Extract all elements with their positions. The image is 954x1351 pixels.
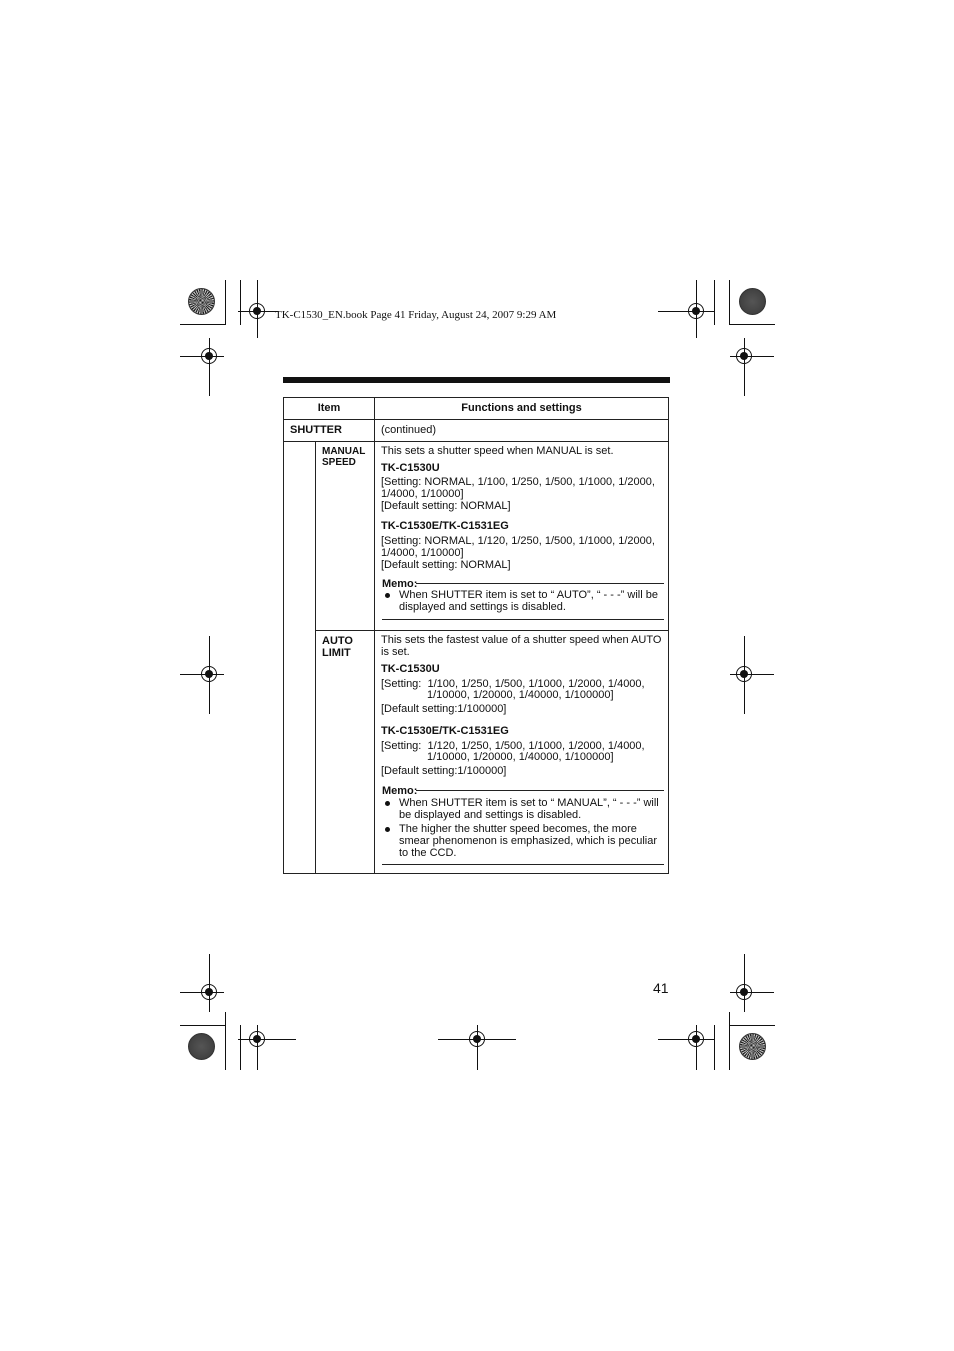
manual-model1-setting-l1: [Setting: NORMAL, 1/100, 1/250, 1/500, 1/1000, 1/2000, [381,476,655,488]
bullet-icon [385,593,390,598]
shutter-continued: (continued) [381,424,437,436]
memo-rule [416,583,664,584]
column-divider [374,398,375,873]
item-manual-speed-l1: MANUAL [322,446,366,457]
crosshair-v [744,338,745,396]
auto-memo-label: Memo: [382,785,418,797]
item-manual-speed-l2: SPEED [322,457,356,468]
crop-mark [180,1025,226,1026]
crosshair-v [744,954,745,1012]
manual-model2: TK-C1530E/TK-C1531EG [381,520,509,532]
print-header-note: TK-C1530_EN.book Page 41 Friday, August 24, 2007 9:29 AM [275,309,557,321]
manual-memo-bullet-l2: displayed and settings is disabled. [399,601,566,613]
crosshair-h [238,1039,296,1040]
manual-model2-setting-l1: [Setting: NORMAL, 1/120, 1/250, 1/500, 1/1000, 1/2000, [381,535,655,547]
rosette-icon [188,1033,215,1060]
crosshair-target-icon [249,1031,265,1047]
settings-table [283,397,669,874]
memo-rule [416,790,664,791]
row-divider [284,419,668,420]
memo-rule-end [382,864,664,865]
bullet-icon [385,827,390,832]
crop-mark [180,324,226,325]
manual-memo-label: Memo: [382,578,418,590]
col-header-functions: Functions and settings [461,402,582,414]
auto-memo-bullet-1 [399,797,667,821]
crop-mark [729,1012,730,1070]
crosshair-h [658,1039,714,1040]
auto-intro-l2: is set. [381,646,410,658]
rosette-icon [188,288,215,315]
crosshair-target-icon [736,984,752,1000]
item-auto-limit-l1: AUTO [322,635,353,647]
crosshair-v [209,338,210,396]
auto-model1-setting-l1: [Setting: 1/100, 1/250, 1/500, 1/1000, 1/2000, 1/4000, [381,678,645,690]
manual-memo-bullet-l1: When SHUTTER item is set to “ AUTO”, “ - - -” will be [399,589,658,601]
rosette-icon [739,288,766,315]
crosshair-target-icon [736,348,752,364]
item-auto-limit-l2: LIMIT [322,647,351,659]
crop-mark [225,280,226,325]
crosshair-v [209,954,210,1012]
item-auto-limit [322,635,353,659]
crosshair-target-icon [688,303,704,319]
auto-memo-bullet-2-l1: The higher the shutter speed becomes, the more [399,823,637,835]
crosshair-target-icon [469,1031,485,1047]
auto-model2-setting-l2: 1/10000, 1/20000, 1/40000, 1/100000] [427,751,614,763]
crop-mark [729,280,730,325]
manual-memo-bullet [399,589,667,613]
col-header-item: Item [317,402,341,414]
crop-mark [729,324,775,325]
auto-model2: TK-C1530E/TK-C1531EG [381,725,509,737]
row-divider [284,441,668,442]
memo-rule-end [382,619,664,620]
crosshair-target-icon [201,348,217,364]
crop-mark [714,1025,715,1070]
auto-memo-bullet-2-l2: smear phenomenon is emphasized, which is peculiar [399,835,658,847]
crosshair-target-icon [201,984,217,1000]
auto-model1: TK-C1530U [381,663,440,675]
crosshair-target-icon [201,666,217,682]
crop-mark [729,1025,775,1026]
crop-mark [240,280,241,325]
manual-model1: TK-C1530U [381,462,440,474]
auto-model2-setting-l1: [Setting: 1/120, 1/250, 1/500, 1/1000, 1/2000, 1/4000, [381,740,645,752]
crosshair-target-icon [736,666,752,682]
manual-model2-setting-l2: 1/4000, 1/10000] [381,547,464,559]
bullet-icon [385,801,390,806]
crosshair-h [658,311,714,312]
manual-intro: This sets a shutter speed when MANUAL is set. [381,445,614,457]
item-manual-speed [322,446,365,468]
crosshair-target-icon [249,303,265,319]
auto-model2-default: [Default setting:1/100000] [381,765,507,777]
auto-model1-setting-l2: 1/10000, 1/20000, 1/40000, 1/100000] [427,689,614,701]
row-divider [315,630,668,631]
auto-intro-l1: This sets the fastest value of a shutter speed when AUTO [381,634,662,646]
auto-memo-bullet-2-l3: to the CCD. [399,847,457,859]
manual-model1-default: [Default setting: NORMAL] [381,500,511,512]
auto-memo-bullet-2 [399,823,667,859]
column-divider [315,441,316,873]
crosshair-target-icon [688,1031,704,1047]
crop-mark [714,280,715,325]
item-shutter: SHUTTER [290,424,342,436]
top-rule [283,377,670,383]
manual-model1-setting-l2: 1/4000, 1/10000] [381,488,464,500]
crop-mark [240,1025,241,1070]
auto-memo-bullet-1-l2: be displayed and settings is disabled. [399,809,582,821]
manual-model2-default: [Default setting: NORMAL] [381,559,511,571]
rosette-icon [739,1033,766,1060]
auto-model1-default: [Default setting:1/100000] [381,703,507,715]
auto-memo-bullet-1-l1: When SHUTTER item is set to “ MANUAL”, “ - - -” will [399,797,659,809]
page-number: 41 [653,980,669,996]
crop-mark [225,1012,226,1070]
